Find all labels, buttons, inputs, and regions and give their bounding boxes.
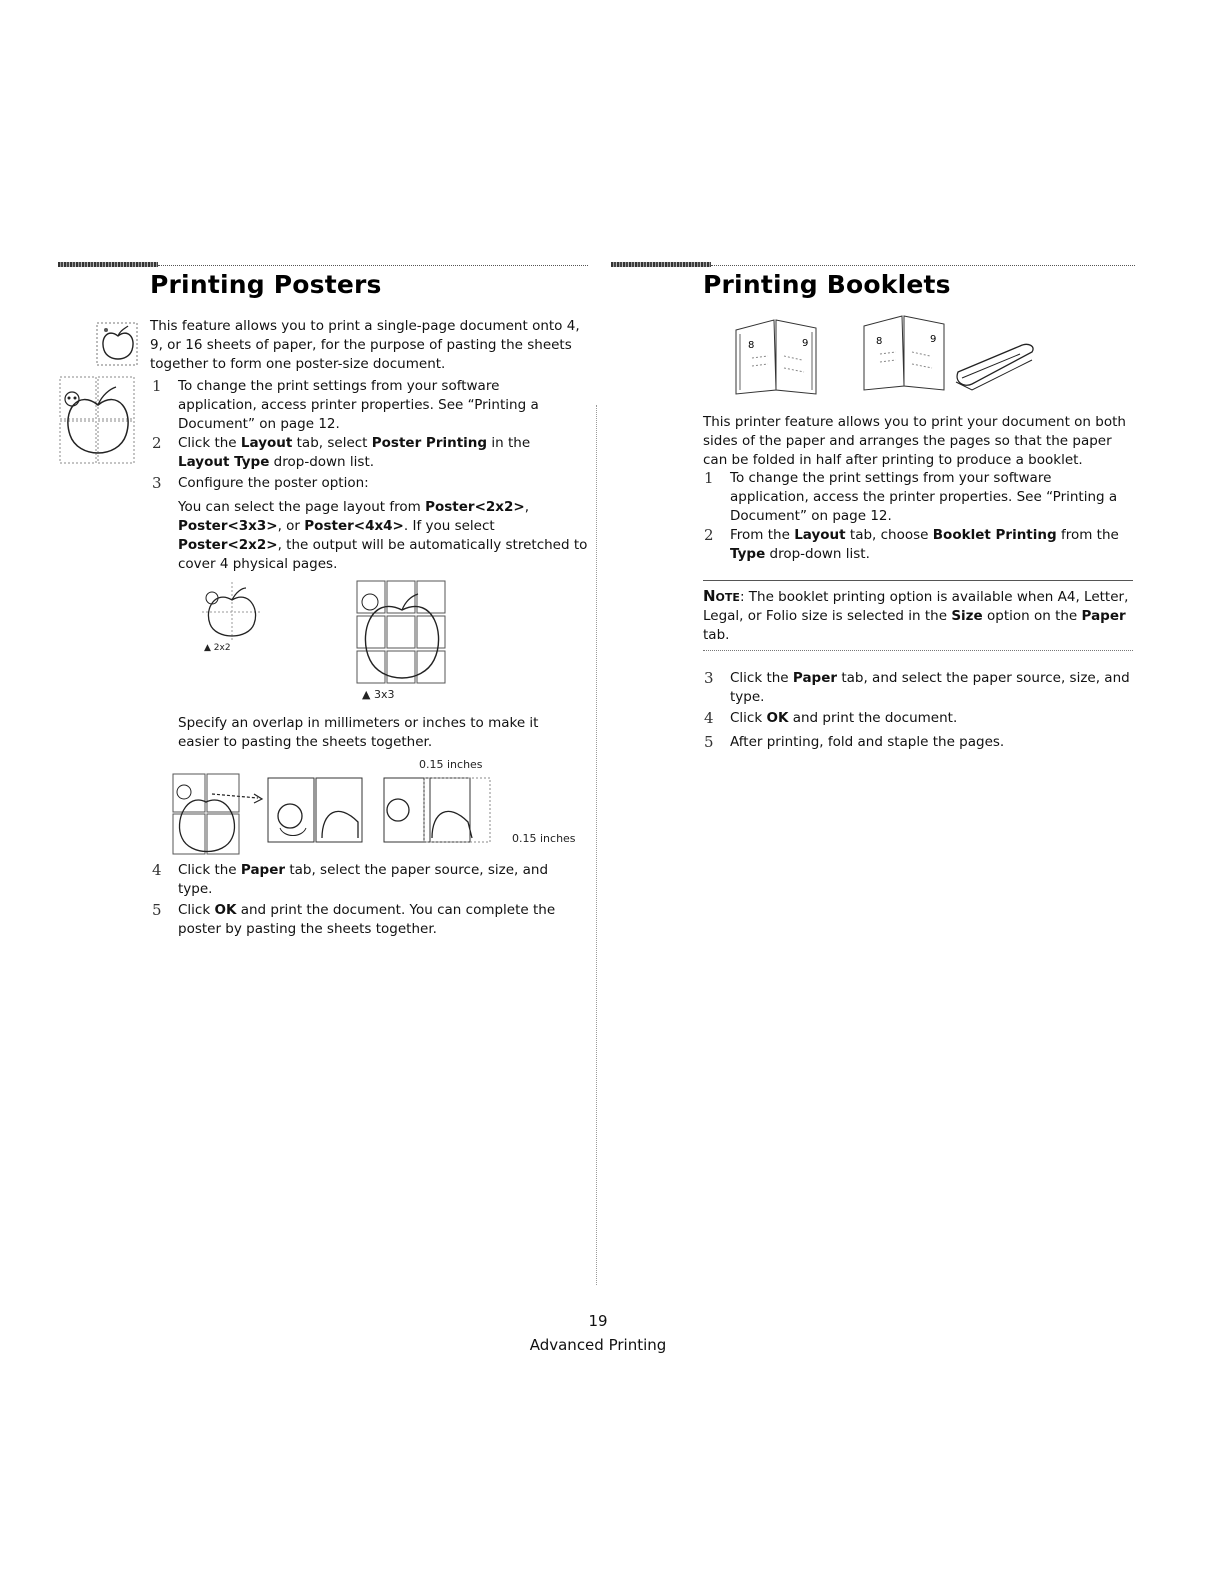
poster-3x3-illustration <box>356 580 448 684</box>
booklets-title: Printing Booklets <box>703 270 951 299</box>
booklets-step-3-number: 3 <box>704 669 714 687</box>
posters-step-3-number: 3 <box>152 474 162 492</box>
left-header-bar <box>58 262 158 267</box>
posters-step-4-number: 4 <box>152 861 162 879</box>
booklets-intro: This printer feature allows you to print your document on both sides of the paper and arranges the pages so that the paper can be folded in half after printing to produce a booklet. <box>703 414 1126 468</box>
poster-2x2-illustration <box>200 580 264 642</box>
posters-step-2-text: Click the Layout tab, select Poster Printing in the Layout Type drop-down list. <box>178 435 531 470</box>
poster-layout-description: You can select the page layout from Poster<2x2>, Poster<3x3>, or Poster<4x4>. If you select Poster<2x2>, the output will be automatically stretched to cover 4 physical pages. <box>178 499 588 572</box>
overlap-top-label: 0.15 inches <box>419 758 483 771</box>
posters-step-2-number: 2 <box>152 434 162 452</box>
caption-2x2: ▲ 2x2 <box>204 643 231 653</box>
posters-step-3-text: Configure the poster option: <box>178 475 369 491</box>
booklets-step-5-text: After printing, fold and staple the pages. <box>730 734 1005 750</box>
booklets-step-2-number: 2 <box>704 526 714 544</box>
booklets-step-1-number: 1 <box>704 469 714 487</box>
svg-text:8: 8 <box>876 336 883 347</box>
note-bottom-rule <box>703 650 1133 651</box>
svg-text:8: 8 <box>748 340 755 351</box>
booklets-step-2-text: From the Layout tab, choose Booklet Printing from the Type drop-down list. <box>730 527 1119 562</box>
posters-title: Printing Posters <box>150 270 382 299</box>
overlap-description: Specify an overlap in millimeters or inches to make it easier to pasting the sheets together. <box>178 715 539 750</box>
booklets-step-1-text: To change the print settings from your software application, access the printer properties. See “Printing a Document” on page 12. <box>730 470 1118 524</box>
posters-step-1-text: To change the print settings from your software application, access printer properties. See “Printing a Document” on page 12. <box>178 378 539 432</box>
page-number: 19 <box>588 1312 608 1330</box>
booklets-step-4-text: Click OK and print the document. <box>730 710 958 726</box>
right-header-bar <box>611 262 711 267</box>
overlap-right-label: 0.15 inches <box>512 832 576 845</box>
posters-step-4-text: Click the Paper tab, select the paper source, size, and type. <box>178 862 549 897</box>
left-header-rule <box>158 265 588 266</box>
booklet-note: Note: The booklet printing option is available when A4, Letter, Legal, or Folio size is selected in the Size option on the Paper tab. <box>703 587 1129 643</box>
booklet-open-illustration <box>732 316 822 396</box>
posters-step-5-text: Click OK and print the document. You can complete the poster by pasting the sheets together. <box>178 902 556 937</box>
poster-apple-icon <box>58 375 138 465</box>
posters-step-1-number: 1 <box>152 377 162 395</box>
booklets-step-4-number: 4 <box>704 709 714 727</box>
svg-text:9: 9 <box>802 338 809 349</box>
footer-section-title: Advanced Printing <box>529 1336 667 1354</box>
booklets-step-5-number: 5 <box>704 733 714 751</box>
right-header-rule <box>711 265 1135 266</box>
booklets-step-3-text: Click the Paper tab, and select the paper source, size, and type. <box>730 670 1130 705</box>
overlap-poster-illustration <box>172 772 502 858</box>
booklet-staple-illustration <box>860 312 1040 396</box>
posters-step-5-number: 5 <box>152 901 162 919</box>
apple-icon <box>96 322 140 368</box>
posters-intro: This feature allows you to print a single-page document onto 4, 9, or 16 sheets of paper, for the purpose of pasting the sheets together to form one poster-size document. <box>150 318 580 372</box>
svg-text:9: 9 <box>930 334 937 345</box>
column-divider <box>596 405 597 1285</box>
caption-3x3: ▲ 3x3 <box>362 688 395 701</box>
note-label: Note <box>703 587 740 605</box>
note-top-rule <box>703 580 1133 581</box>
